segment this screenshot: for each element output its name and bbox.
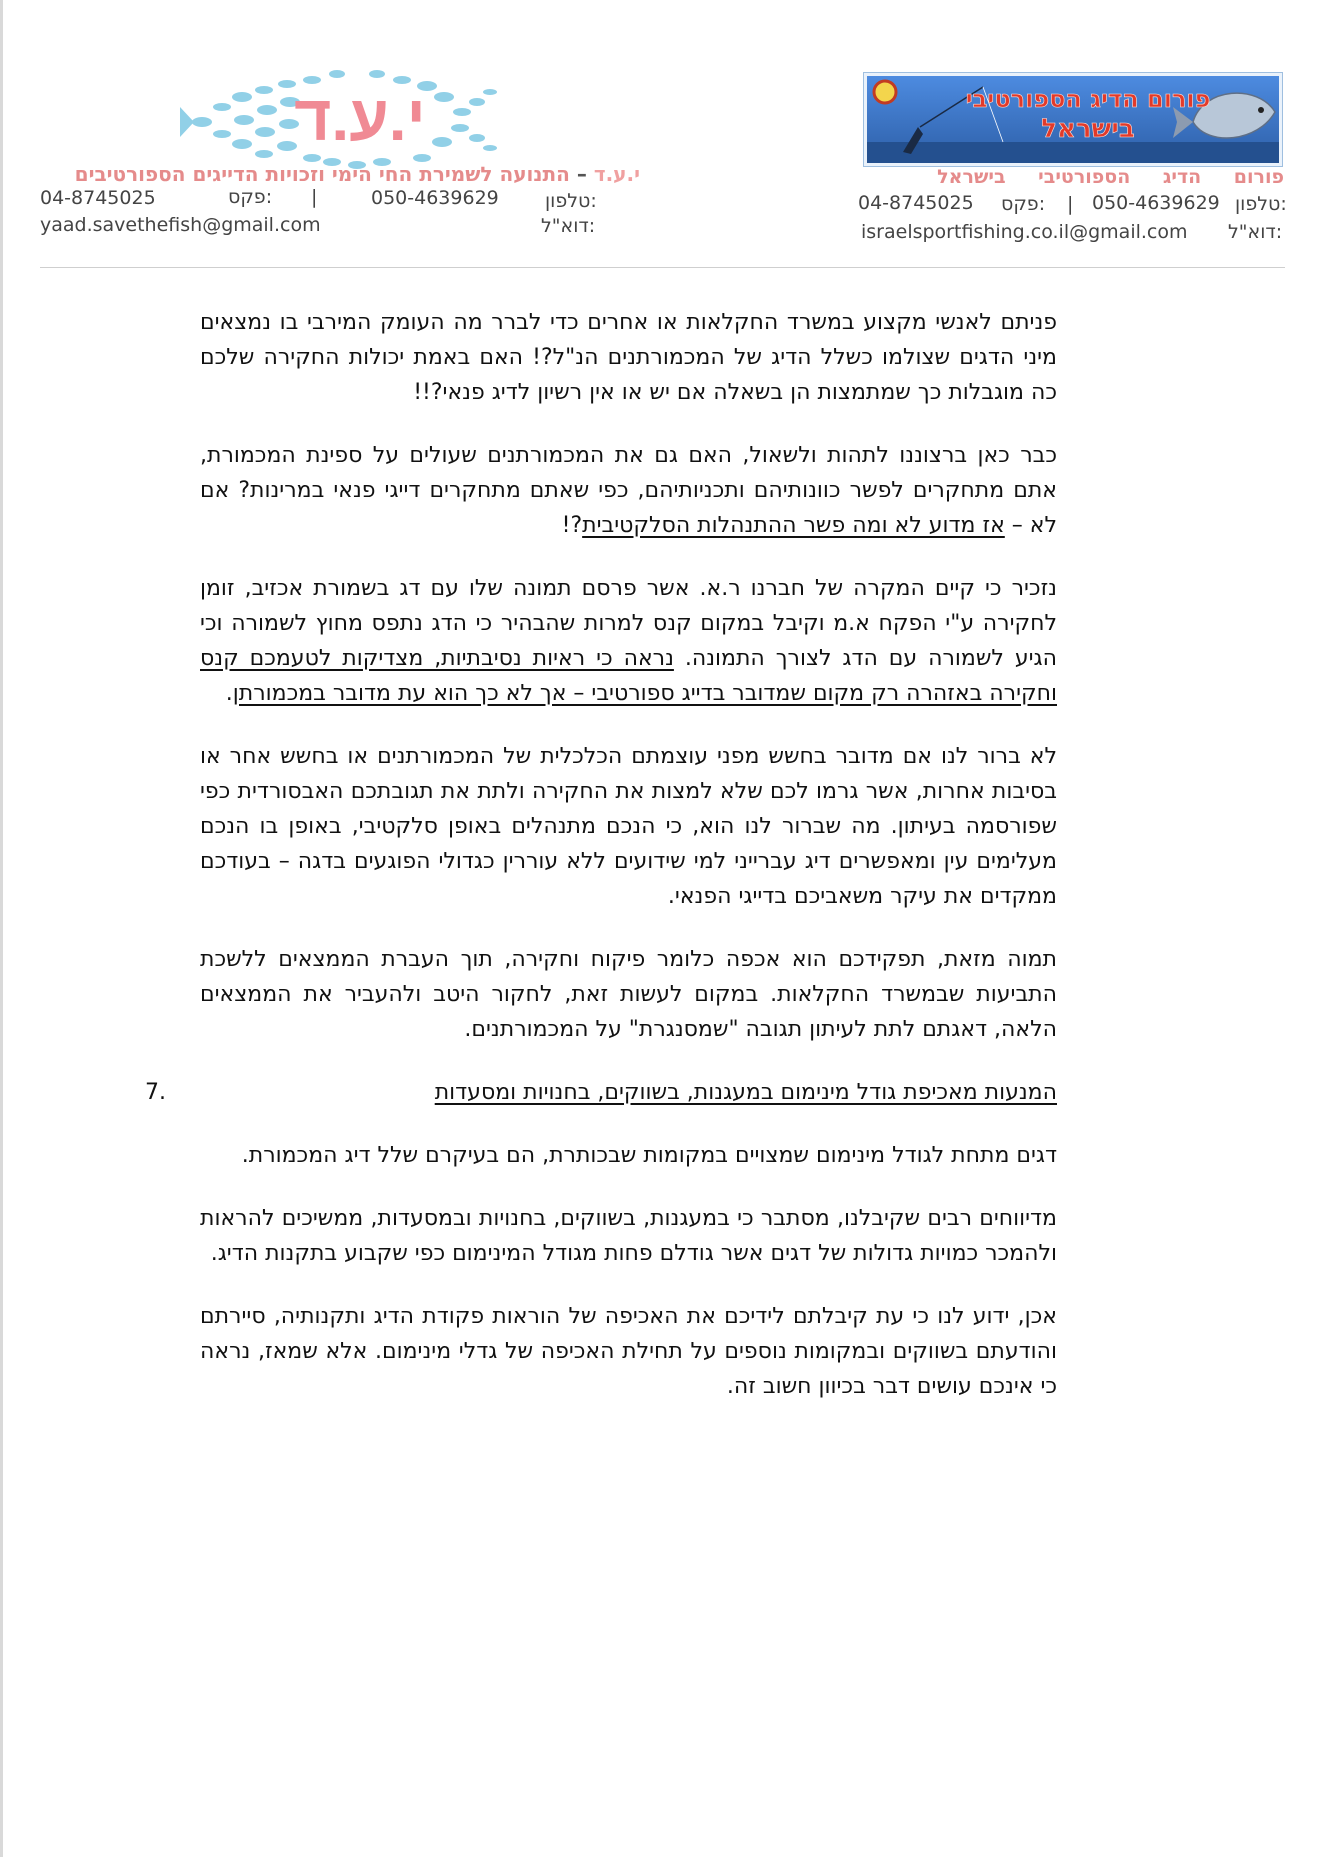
- paragraph-2-question: ?: [570, 513, 583, 538]
- yaad-fax-label: פקס:: [228, 186, 273, 208]
- forum-name: פורום הדיג הספורטיבי בישראל: [937, 166, 1284, 188]
- forum-email-label: דוא"ל:: [1228, 221, 1283, 243]
- fish-school-logo: [172, 62, 502, 172]
- paragraph-2: [200, 438, 1057, 543]
- forum-banner: [863, 72, 1283, 167]
- yaad-abbr: י.ע.ד: [593, 162, 640, 186]
- yaad-tagline: [75, 162, 640, 186]
- yaad-phone-label: טלפון:: [545, 190, 597, 212]
- paragraph-3-text: נזכיר כי קיים המקרה של חברנו ר.א. אשר פרסם תמונה שלו עם דג בשמורת אכזיב, זומן לחקירה ע"י הפקח א.מ וקיבל במקום קנס למרות שהבהיר כי הדג נתפס מחוץ לשמורה וכי הגיע לשמורה עם הדג לצורך התמונה.: [200, 576, 1057, 671]
- forum-separator: |: [1067, 193, 1074, 215]
- section-7-heading: [145, 1075, 1057, 1110]
- header-divider: [40, 267, 1285, 268]
- paragraph-8: אכן, ידוע לנו כי עת קיבלתם לידיכם את האכיפה של הוראות פקודת הדיג ותקנותיה, סיירתם והודעתם בשווקים ובמקומות נוספים על תחילת האכיפה של גדלי מינימום. אלא שמאז, נראה כי אינכם עושים דבר בכיוון חשוב זה.: [200, 1304, 1057, 1399]
- yaad-fax-number: 04-8745025: [40, 187, 156, 209]
- paragraph-2-text: כבר כאן ברצוננו לתהות ולשאול, האם גם את המכמורתנים שעולים על ספינת המכמורת, אתם מתחקרים לפשר כוונותיהם ותכניותיהם, כפי שאתם מתחקרים דייגי פנאי במרינות? אם לא –: [200, 443, 1057, 538]
- paragraph-7: מדיווחים רבים שקיבלנו, מסתבר כי במעגנות, בשווקים, בחנויות ובמסעדות, ממשיכים להראות ולהמכר כמויות גדולות של דגים אשר גודלם פחות מגודל המינימום כפי שקבוע בתקנות הדיג.: [200, 1206, 1057, 1266]
- section-7-title: המנעות מאכיפת גודל מינימום במעגנות, בשווקים, בחנויות ומסעדות: [434, 1080, 1057, 1105]
- page-edge: [0, 0, 3, 1857]
- paragraph-1: פניתם לאנשי מקצוע במשרד החקלאות או אחרים כדי לברר מה העומק המירבי בו נמצאים מיני הדגים שצולמו כשלל הדיג של המכמורתנים הנ"ל?! האם באמת יכולות החקירה שלכם כה מוגבלות כך שמתמצות הן בשאלה אם יש או אין רשיון לדיג פנאי?!!: [200, 310, 1057, 405]
- section-7-number: 7.: [145, 1080, 166, 1105]
- forum-email[interactable]: israelsportfishing.co.il@gmail.com: [861, 221, 1188, 243]
- paragraph-5: תמוה מזאת, תפקידכם הוא אכפה כלומר פיקוח וחקירה, תוך העברת הממצאים ללשכת התביעות שבמשרד החקלאות. במקום לעשות זאת, לחקור היטב ולהעביר את הממצאים הלאה, דאגתם לתת לעיתון תגובה "שמסנגרת" על המכמורתנים.: [200, 947, 1057, 1042]
- forum-fax-number: 04-8745025: [858, 192, 974, 214]
- yaad-tagline-text: התנועה לשמירת החי הימי וזכויות הדייגים הספורטיבים: [74, 162, 570, 186]
- yaad-email[interactable]: yaad.savethefish@gmail.com: [40, 214, 321, 236]
- paragraph-2-underlined: אז מדוע לא ומה פשר ההתנהלות הסלקטיבית: [582, 513, 1005, 538]
- banner-line2: בישראל: [1041, 114, 1135, 144]
- paragraph-6: דגים מתחת לגודל מינימום שמצויים במקומות שבכותרת, הם בעיקרם שלל דיג המכמורת.: [241, 1143, 1057, 1168]
- yaad-separator: |: [311, 186, 318, 208]
- yaad-phone-number: 050-4639629: [371, 187, 499, 209]
- tagline-dash: –: [576, 162, 587, 186]
- paragraph-4: לא ברור לנו אם מדובר בחשש מפני עוצמתם הכלכלית של המכמורתנים או בחשש אחר או בסיבות אחרות, אשר גרמו לכם שלא למצות את החקירה ולתת את תגובתכם האבסורדית כפי שפורסמה בעיתון. מה שברור לנו הוא, כי הנכם מתנהלים באופן סלקטיבי, באופן בו הנכם מעלימים עין ומאפשרים דיג עברייני למי שידועים ללא עוררין כגדולי הפוגעים בדגה – בעודכם ממקדים את עיקר משאביכם בדייגי הפנאי.: [200, 744, 1057, 909]
- logo-text: י.ע.ד: [294, 82, 426, 154]
- banner-line1: פורום הדיג הספורטיבי: [965, 85, 1211, 113]
- yaad-email-label: דוא"ל:: [541, 215, 596, 237]
- paragraph-2-exclaim: !: [561, 513, 571, 538]
- paragraph-3: [200, 571, 1057, 711]
- forum-fax-label: פקס:: [1001, 193, 1046, 215]
- letter-body: [145, 305, 1057, 1432]
- paragraph-3-underlined: נראה כי ראיות נסיבתיות, מצדיקות לטעמכם קנס וחקירה באזהרה רק מקום שמדובר בדייג ספורטיבי – אך לא כך הוא עת מדובר במכמורתן: [200, 646, 1057, 706]
- forum-phone-label: טלפון:: [1235, 193, 1287, 215]
- forum-phone-number: 050-4639629: [1092, 192, 1220, 214]
- paragraph-3-period: .: [225, 681, 233, 706]
